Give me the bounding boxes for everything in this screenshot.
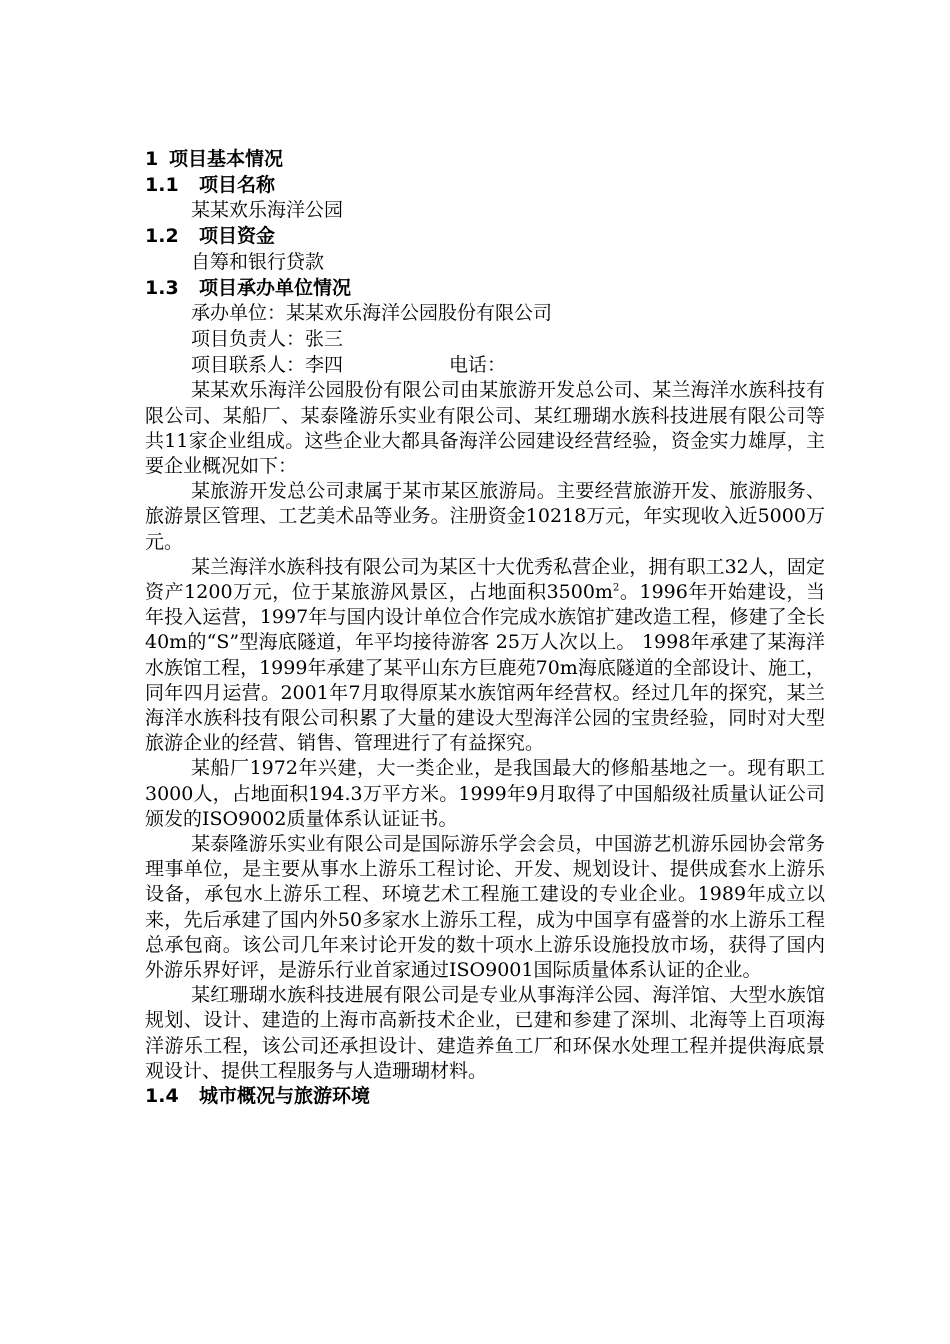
- section-title: 项目资金: [199, 225, 276, 248]
- lanhai-text-b: 。1996年开始建设，当年投入运营，1997年与国内设计单位合作完成水族馆扩建改造工程，修建了全长40m的“S”型海底隧道，年平均接待游客 25万人次以上。 1998年承建了某海洋水族馆工程，1999年承建了某平山东方巨鹿苑70m海底隧道的全部设计、施工，同年四月运营。2001年7月取得原某水族馆两年经营权。经过几年的探究，某兰海洋水族科技有限公司积累了大量的建设大型海洋公园的宝贵经验，同时对大型旅游企业的经营、销售、管理进行了有益探究。: [145, 580, 825, 755]
- project-name-value: 某某欢乐海洋公园: [191, 199, 344, 222]
- section-heading-1-3: [145, 276, 825, 302]
- section-number: 1.3: [145, 276, 179, 299]
- section-heading-1-1: [145, 173, 825, 199]
- paragraph-tailong-company: 某泰隆游乐实业有限公司是国际游乐学会会员，中国游艺机游乐园协会常务理事单位，是主要从事水上游乐工程讨论、开发、规划设计、提供成套水上游乐设备，承包水上游乐工程、环境艺术工程施工建设的专业企业。1989年成立以来，先后承建了国内外50多家水上游乐工程，成为中国享有盛誉的水上游乐工程总承包商。该公司几年来讨论开发的数十项水上游乐设施投放市场，获得了国内外游乐界好评，是游乐行业首家通过ISO9001国际质量体系认证的企业。: [145, 832, 825, 981]
- section-number: 1.1: [145, 173, 179, 196]
- section-title: 项目基本情况: [169, 148, 284, 170]
- section-heading-1-2: [145, 224, 825, 250]
- section-title: 项目承办单位情况: [199, 276, 352, 299]
- paragraph-tourism-company: 某旅游开发总公司隶属于某市某区旅游局。主要经营旅游开发、旅游服务、旅游景区管理、工艺美术品等业务。注册资金10218万元，年实现收入近5000万元。: [145, 480, 825, 553]
- paragraph-shipyard: 某船厂1972年兴建，大一类企业，是我国最大的修船基地之一。现有职工3000人，占地面积194.3万平方米。1999年9月取得了中国船级社质量认证公司颁发的ISO9002质量体系认证证书。: [145, 757, 825, 830]
- paragraph-lanhai-company: [145, 555, 825, 757]
- paragraph-company-overview: 某某欢乐海洋公园股份有限公司由某旅游开发总公司、某兰海洋水族科技有限公司、某船厂、某泰隆游乐实业有限公司、某红珊瑚水族科技进展有限公司等共11家企业组成。这些企业大都具备海洋公园建设经营经验，资金实力雄厚，主要企业概况如下：: [145, 379, 825, 477]
- section-number: 1: [145, 148, 159, 170]
- section-title: 城市概况与旅游环境: [199, 1085, 371, 1108]
- document-content: [145, 147, 825, 1110]
- project-leader: 项目负责人：张三: [191, 327, 344, 350]
- section-title: 项目名称: [199, 173, 276, 196]
- project-contact-line: [145, 353, 825, 379]
- section-number: 1.4: [145, 1085, 179, 1108]
- project-contact: 项目联系人：李四: [191, 353, 344, 376]
- lanhai-text-a: 某兰海洋水族科技有限公司为某区十大优秀私营企业，拥有职工32人，固定资产1200万元，位于某旅游风景区，占地面积3500m: [145, 555, 825, 603]
- section-heading-1-4: [145, 1084, 825, 1110]
- undertaking-unit: 承办单位：某某欢乐海洋公园股份有限公司: [191, 302, 553, 325]
- section-number: 1.2: [145, 225, 179, 248]
- project-funding-value: 自筹和银行贷款: [191, 250, 325, 273]
- area-unit-superscript: 2: [612, 582, 620, 594]
- paragraph-red-coral-company: 某红珊瑚水族科技进展有限公司是专业从事海洋公园、海洋馆、大型水族馆规划、设计、建造的上海市高新技术企业，已建和参建了深圳、北海等上百项海洋游乐工程，该公司还承担设计、建造养鱼工厂和环保水处理工程并提供海底景观设计、提供工程服务与人造珊瑚材料。: [145, 984, 825, 1082]
- section-heading-1: [145, 147, 825, 173]
- phone-label: 电话：: [449, 353, 507, 376]
